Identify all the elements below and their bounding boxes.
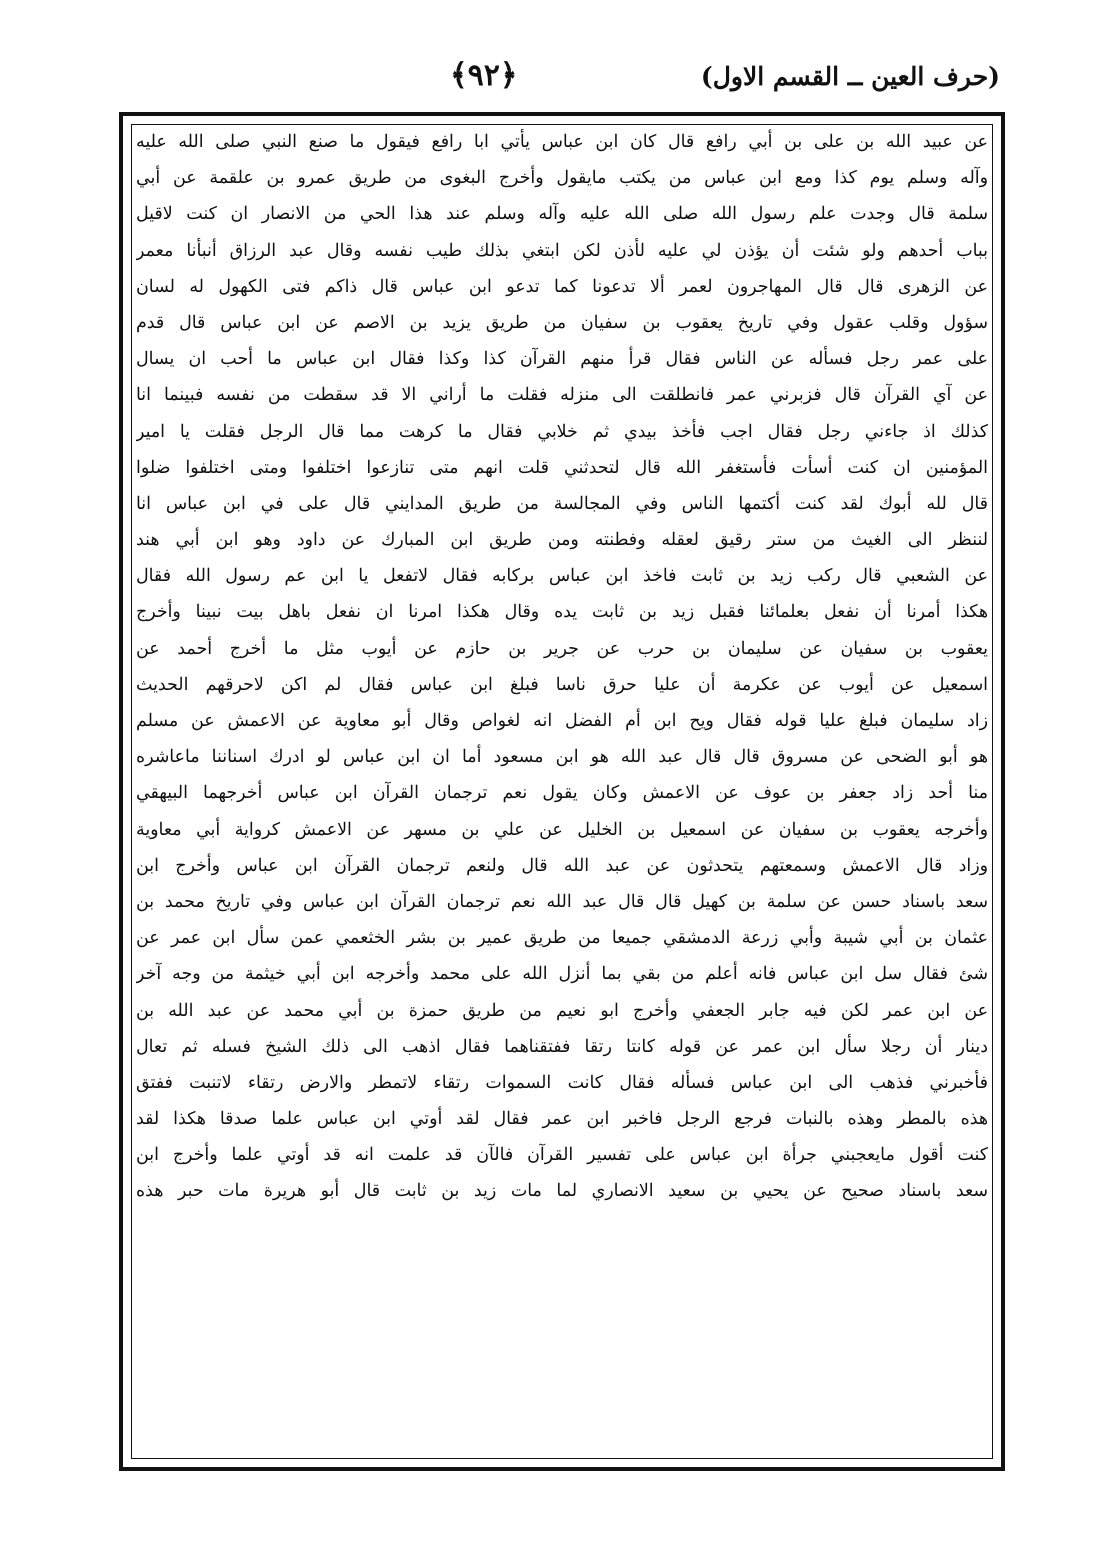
text-line-27: فأخبرني فذهب الى ابن عباس فسأله فقال كانت السموات رتقاء لاتمطر والارض رتقاء لاتنبت ففتق [136,1072,988,1093]
text-line-24: شئ فقال سل ابن عباس فانه أعلم من بقي بما أنزل الله على محمد وأخرجه ابن أبي خيثمة من وجه آخر [136,964,988,985]
text-line-25: عن ابن عمر لكن فيه جابر الجعفي وأخرج ابو نعيم من طريق حمزة بن أبي محمد عن عبد الله بن [136,1000,988,1021]
text-line-21: وزاد قال الاعمش وسمعتهم يتحدثون عن عبد الله قال ولنعم ترجمان القرآن ابن عباس وأخرج ابن [136,855,988,876]
text-line-5: عن الزهرى قال قال المهاجرون لعمر ألا تدعونا كما تدعو ابن عباس قال ذاكم فتى الكهول له لسان [136,276,988,297]
text-line-1: عن عبيد الله بن على بن أبي رافع قال كان ابن عباس يأتي ابا رافع فيقول ما صنع النبي صلى الله عليه [136,132,988,152]
text-line-15: يعقوب بن سفيان عن سليمان بن حرب عن جرير بن حازم عن أيوب مثل ما أخرج أحمد عن [136,638,988,659]
text-line-10: المؤمنين ان كنت أسأت فأستغفر الله قال لتحدثني قلت انهم متى تنازعوا اختلفوا ومتى اختلفوا ضلوا [136,457,988,478]
text-line-12: لننظر الى الغيث من ستر رقيق لعقله وفطنته ومن طريق ابن المبارك عن داود وهو ابن أبي هند [136,530,988,551]
text-line-19: منا أحد زاد جعفر بن عوف عن الاعمش وكان يقول نعم ترجمان القرآن ابن عباس أخرجهما البيهقي [136,783,988,804]
text-line-29: كنت أقول مايعجبني جرأة ابن عباس على تفسير القرآن فالآن قد علمت انه قد أوتي علما وأخرج ابن [136,1145,988,1166]
text-line-8: عن آي القرآن قال فزبرني عمر فانطلقت الى منزله فقلت ما أراني الا قد سقطت من نفسه فبينما انا [136,385,988,406]
text-line-20: وأخرجه يعقوب بن سفيان عن اسمعيل بن الخليل عن علي بن مسهر عن الاعمش كرواية أبي معاوية [136,819,988,840]
text-line-3: سلمة قال وجدت علم رسول الله صلى الله عليه وآله وسلم عند هذا الحي من الانصار ان كنت لاقيل [136,204,988,225]
page-header [120,58,1000,104]
text-line-18: هو أبو الضحى عن مسروق قال قال عبد الله هو ابن مسعود أما ان ابن عباس لو ادرك اسناننا ماعاشره [136,747,988,768]
text-line-4: بباب أحدهم ولو شئت أن يؤذن لي عليه لأذن لكن ابتغي بذلك طيب نفسه وقال عبد الرزاق أنبأنا معمر [136,240,988,261]
text-line-13: عن الشعبي قال ركب زيد بن ثابت فاخذ ابن عباس بركابه فقال لاتفعل يا ابن عم رسول الله فقال [136,566,988,587]
text-line-6: سؤول وقلب عقول وفي تاريخ يعقوب بن سفيان من طريق يزيد بن الاصم عن ابن عباس قال قدم [136,312,988,333]
running-header-title: (حرف العين ــ القسم الاول) [700,62,1000,91]
text-line-26: دينار أن رجلا سأل ابن عمر عن قوله كانتا رتقا ففتقناهما فقال اذهب الى ذلك الشيخ فسله ثم تعال [136,1036,988,1057]
text-body [136,124,988,1459]
text-line-11: قال لله أبوك لقد كنت أكتمها الناس وفي المجالسة من طريق المدايني قال على في ابن عباس انا [136,493,988,514]
text-line-28: هذه بالمطر وهذه بالنبات فرجع الرجل فاخبر ابن عمر فقال لقد أوتي ابن عباس علما صدقا هكذا لقد [136,1109,988,1130]
text-line-7: على عمر رجل فسأله عن الناس فقال قرأ منهم القرآن كذا وكذا فقال ابن عباس ما أحب ان يسال [136,349,988,370]
page-number: ﴿٩٢﴾ [450,58,518,93]
text-line-16: اسمعيل عن أيوب عن عكرمة أن عليا حرق ناسا فبلغ ابن عباس فقال لم اكن لاحرقهم الحديث [136,674,988,695]
text-line-2: وآله وسلم يوم كذا ومع ابن عباس من يكتب مايقول وأخرج البغوى من طريق عمرو بن علقمة عن أبي [136,168,988,189]
text-line-14: هكذا أمرنا أن نفعل بعلمائنا فقبل زيد بن ثابت يده وقال هكذا امرنا ان نفعل باهل بيت نبينا وأخرج [136,602,988,623]
text-line-17: زاد سليمان فبلغ عليا قوله فقال ويح ابن أم الفضل انه لغواص وقال أبو معاوية عن الاعمش عن مسلم [136,711,988,731]
text-line-9: كذلك اذ جاءني رجل فقال اجب فأخذ بيدي ثم خلابي فقال ما كرهت مما قال الرجل فقلت يا امير [136,421,988,442]
text-line-23: عثمان بن أبي شيبة وأبي زرعة الدمشقي جميعا من طريق عمير بن بشر الخثعمي عمن سأل ابن عمر عن [136,928,988,949]
text-line-30: سعد باسناد صحيح عن يحيي بن سعيد الانصاري لما مات زيد بن ثابت قال أبو هريرة مات حبر هذه [136,1181,988,1202]
text-line-22: سعد باسناد حسن عن سلمة بن كهيل قال قال عبد الله نعم ترجمان القرآن ابن عباس وفي تاريخ محمد بن [136,891,988,912]
